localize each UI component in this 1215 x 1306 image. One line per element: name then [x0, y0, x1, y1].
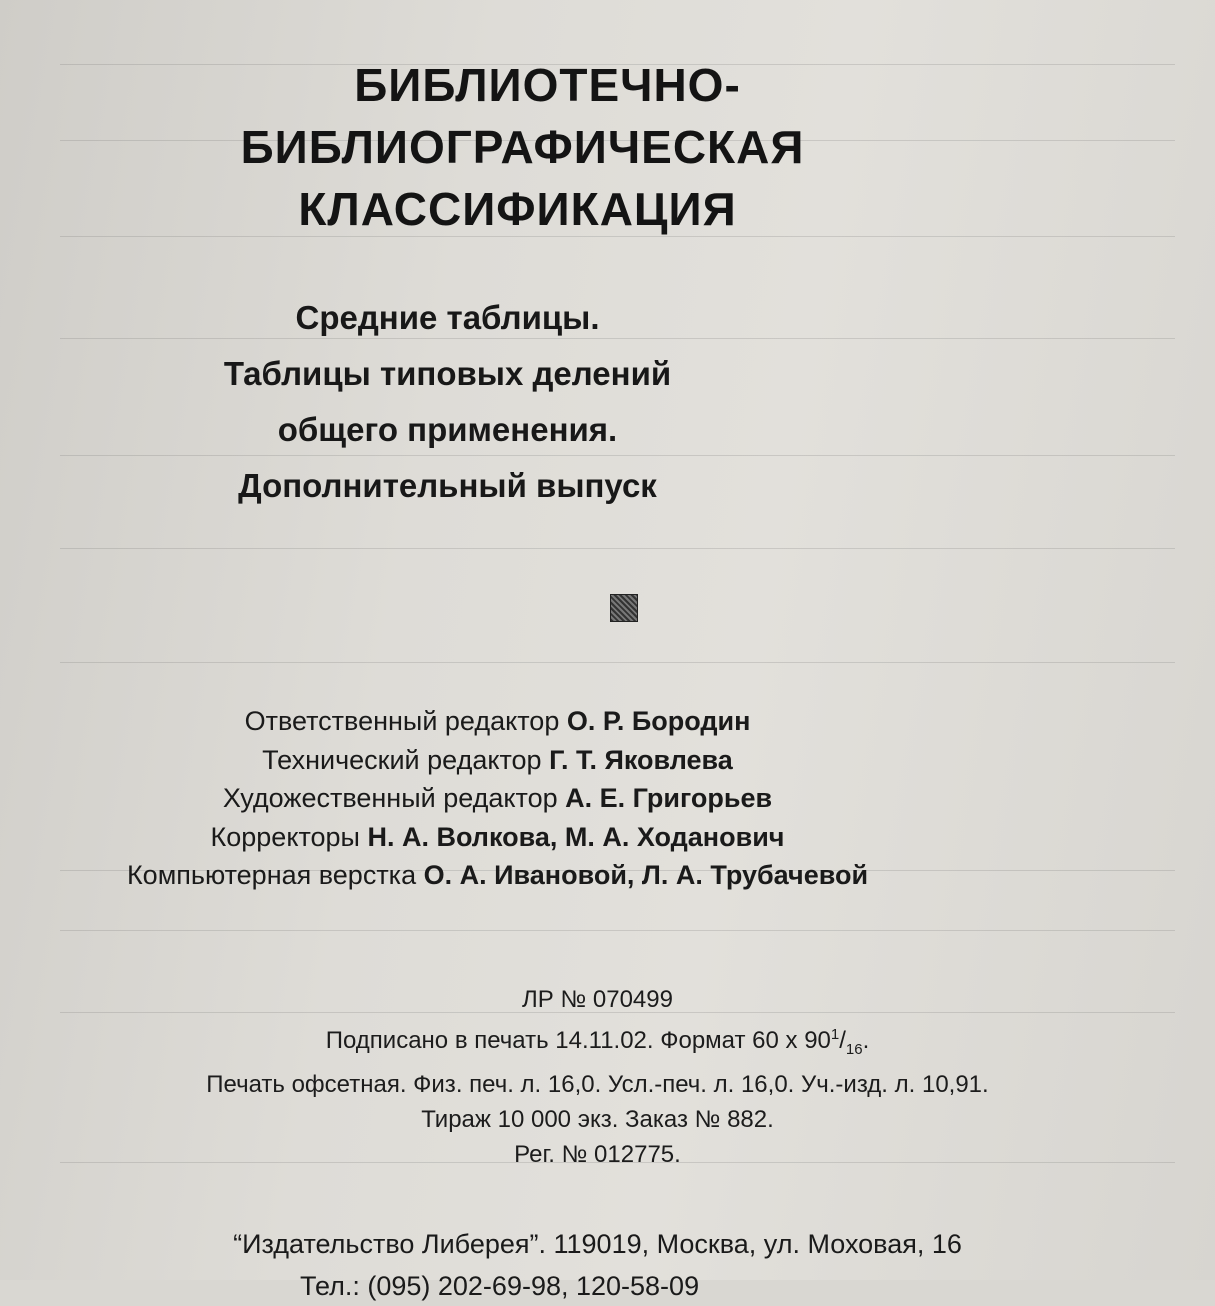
credit-names: Г. Т. Яковлева	[549, 744, 733, 775]
publisher-address: “Издательство Либерея”. 119019, Москва, ул. Моховая, 16	[233, 1229, 962, 1259]
credit-names: О. Р. Бородин	[566, 706, 751, 736]
credit-role: Художественный редактор	[222, 783, 558, 813]
format-sub: 16	[845, 1040, 863, 1058]
title-line-1: БИБЛИОТЕЧНО-	[354, 59, 741, 111]
publisher-phone: Тел.: (095) 202-69-98, 120-58-09	[300, 1271, 700, 1301]
print-info: Печать офсетная. Физ. печ. л. 16,0. Усл.-печ. л. 16,0. Уч.-изд. л. 10,91.	[206, 1070, 989, 1098]
credit-role: Корректоры	[210, 821, 360, 852]
title-line-3: КЛАССИФИКАЦИЯ	[298, 183, 737, 235]
license-number: ЛР № 070499	[522, 986, 673, 1013]
registration-number: Рег. № 012775.	[514, 1140, 681, 1168]
credit-line	[0, 702, 1105, 741]
ornament-square-icon	[610, 594, 638, 622]
credit-names: О. А. Ивановой, Л. А. Трубачевой	[423, 860, 869, 890]
subtitle-line-2: Таблицы типовых делений	[223, 355, 672, 392]
publisher-phone-cutoff	[300, 1266, 900, 1301]
credit-line	[0, 779, 1105, 818]
credit-role: Технический редактор	[262, 744, 542, 775]
book-subtitle	[0, 290, 1055, 514]
credit-names: Н. А. Волкова, М. А. Ходанович	[367, 821, 785, 852]
credit-role: Компьютерная верстка	[126, 860, 417, 890]
credit-line	[0, 741, 1105, 780]
imprint-block	[0, 982, 1205, 1172]
title-line-2: БИБЛИОГРАФИЧЕСКАЯ	[240, 121, 805, 173]
credit-role: Ответственный редактор	[244, 706, 560, 736]
format-sup: 1	[830, 1026, 840, 1043]
print-run: Тираж 10 000 экз. Заказ № 882.	[421, 1105, 774, 1133]
book-title	[0, 54, 1215, 240]
subtitle-line-3: общего применения.	[277, 411, 618, 448]
publisher-block	[0, 1224, 1205, 1264]
subtitle-line-4: Дополнительный выпуск	[238, 467, 657, 504]
signed-line: Подписано в печать 14.11.02. Формат 60 x $90^1/_{16}$.	[325, 1026, 870, 1058]
credit-line	[0, 856, 1105, 895]
subtitle-line-1: Средние таблицы.	[295, 299, 600, 336]
credits-list	[0, 702, 1105, 895]
credit-names: А. Е. Григорьев	[565, 783, 773, 813]
credit-line	[0, 818, 1105, 857]
